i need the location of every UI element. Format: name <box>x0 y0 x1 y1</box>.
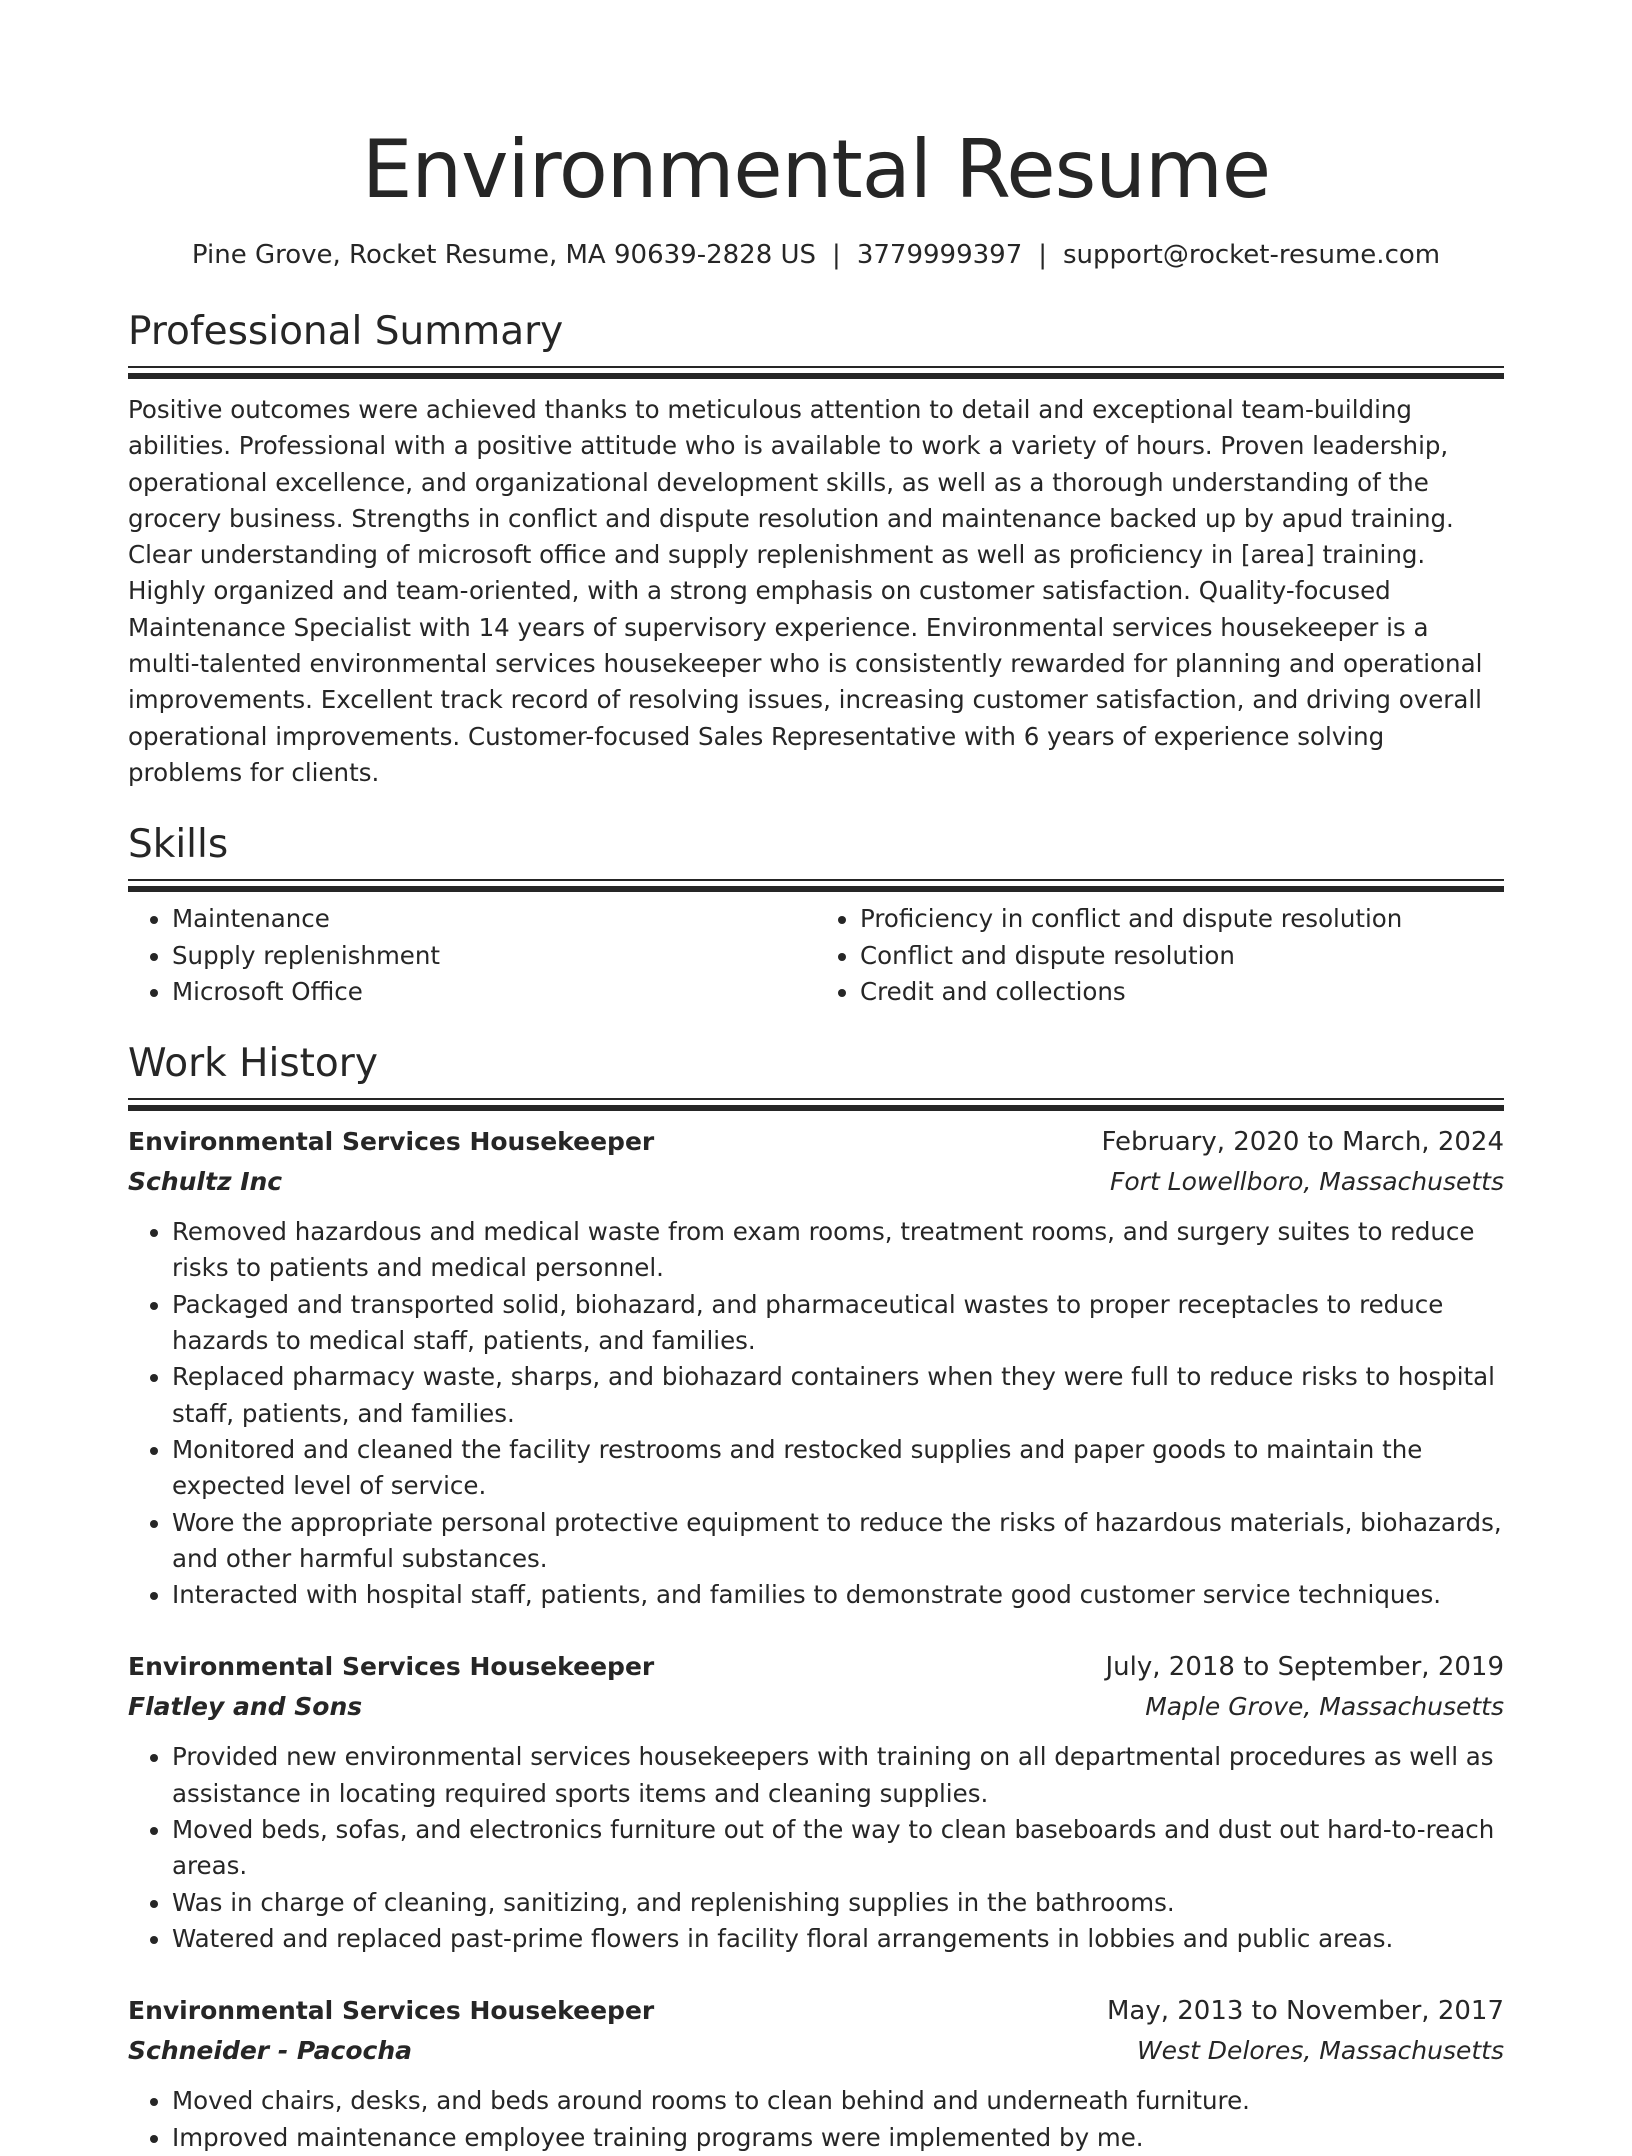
skills-grid <box>128 901 1504 1010</box>
summary-text: Positive outcomes were achieved thanks to meticulous attention to detail and exceptional team-building abilities. Professional with a positive attitude who is available to work a variety of hours. Proven leadership, operational excellence, and organizational development skills, as well as a thorough understanding of the grocery business. Strengths in conflict and dispute resolution and maintenance backed up by apud training. Clear understanding of microsoft office and supply replenishment as well as proficiency in [area] training. Highly organized and team-oriented, with a strong emphasis on customer satisfaction. Quality-focused Maintenance Specialist with 14 years of supervisory experience. Environmental services housekeeper is a multi-talented environmental services housekeeper who is consistently rewarded for planning and operational improvements. Excellent track record of resolving issues, increasing customer satisfaction, and driving overall operational improvements. Customer-focused Sales Representative with 6 years of experience solving problems for clients. <box>128 395 1483 787</box>
section-divider <box>128 879 1504 881</box>
job-role: Environmental Services Housekeeper <box>128 1652 655 1682</box>
skill-item: • Proficiency in conflict and dispute resolution <box>860 901 1504 937</box>
job-entry <box>128 1647 1504 1957</box>
contact-address: Pine Grove, Rocket Resume, MA 90639-2828 US <box>191 240 817 270</box>
job-bullet: • Replaced pharmacy waste, sharps, and biohazard containers when they were full to reduce risks to hospital staff, patients, and families. <box>172 1359 1504 1432</box>
job-header <box>128 1647 1504 1687</box>
section-divider <box>128 1098 1504 1100</box>
skills-column-right <box>816 901 1504 1010</box>
skill-item: • Conflict and dispute resolution <box>860 938 1504 974</box>
job-company: Schneider - Pacocha <box>128 2036 412 2066</box>
job-subheader <box>128 1162 1504 1202</box>
job-location: West Delores, Massachusetts <box>1136 2036 1504 2066</box>
section-divider <box>128 366 1504 368</box>
job-bullet: • Improved maintenance employee training programs were implemented by me. <box>172 2120 1504 2156</box>
job-location: Maple Grove, Massachusetts <box>1145 1692 1504 1722</box>
job-bullet: • Moved beds, sofas, and electronics furniture out of the way to clean baseboards and dust out hard-to-reach areas. <box>172 1812 1504 1885</box>
job-company: Schultz Inc <box>128 1167 283 1197</box>
job-dates: July, 2018 to September, 2019 <box>1105 1652 1504 1683</box>
resume-title: Environmental Resume <box>361 123 1271 216</box>
contact-separator: | <box>832 240 841 270</box>
job-bullet: • Packaged and transported solid, biohazard, and pharmaceutical wastes to proper receptacles to reduce hazards to medical staff, patients, and families. <box>172 1287 1504 1360</box>
job-bullet: • Interacted with hospital staff, patients, and families to demonstrate good customer service techniques. <box>172 1577 1504 1613</box>
job-entry <box>128 1122 1504 1613</box>
job-role: Environmental Services Housekeeper <box>128 1996 655 2026</box>
section-title-skills: Skills <box>128 822 229 868</box>
contact-email[interactable]: support@rocket-resume.com <box>1063 240 1441 270</box>
section-title-work-history: Work History <box>128 1041 378 1087</box>
job-bullet: • Moved chairs, desks, and beds around rooms to clean behind and underneath furniture. <box>172 2083 1504 2119</box>
skill-item: • Microsoft Office <box>172 974 816 1010</box>
job-bullets <box>128 1739 1504 1957</box>
job-bullet: • Was in charge of cleaning, sanitizing, and replenishing supplies in the bathrooms. <box>172 1885 1504 1921</box>
job-company: Flatley and Sons <box>128 1692 363 1722</box>
job-header <box>128 1122 1504 1162</box>
skill-item: • Supply replenishment <box>172 938 816 974</box>
job-bullet: • Provided new environmental services housekeepers with training on all departmental procedures as well as assistance in locating required sports items and cleaning supplies. <box>172 1739 1504 1812</box>
contact-separator: | <box>1038 240 1047 270</box>
job-header <box>128 1991 1504 2031</box>
job-entry <box>128 1991 1504 2156</box>
job-bullet: • Monitored and cleaned the facility restrooms and restocked supplies and paper goods to maintain the expected level of service. <box>172 1432 1504 1505</box>
job-role: Environmental Services Housekeeper <box>128 1127 655 1157</box>
job-subheader <box>128 2031 1504 2071</box>
section-title-summary: Professional Summary <box>128 309 564 354</box>
job-dates: February, 2020 to March, 2024 <box>1101 1127 1504 1158</box>
skill-item: • Credit and collections <box>860 974 1504 1010</box>
skill-item: • Maintenance <box>172 901 816 937</box>
contact-phone: 3779999397 <box>856 240 1023 270</box>
job-bullet: • Wore the appropriate personal protective equipment to reduce the risks of hazardous materials, biohazards, and other harmful substances. <box>172 1505 1504 1578</box>
contact-line <box>128 238 1504 272</box>
skills-column-left <box>128 901 816 1010</box>
job-dates: May, 2013 to November, 2017 <box>1106 1996 1504 2027</box>
job-bullets <box>128 1214 1504 1613</box>
job-location: Fort Lowellboro, Massachusetts <box>1109 1167 1504 1197</box>
job-bullet: • Removed hazardous and medical waste from exam rooms, treatment rooms, and surgery suites to reduce risks to patients and medical personnel. <box>172 1214 1504 1287</box>
job-bullet: • Watered and replaced past-prime flowers in facility floral arrangements in lobbies and public areas. <box>172 1921 1504 1957</box>
job-subheader <box>128 1687 1504 1727</box>
job-bullets <box>128 2083 1504 2156</box>
